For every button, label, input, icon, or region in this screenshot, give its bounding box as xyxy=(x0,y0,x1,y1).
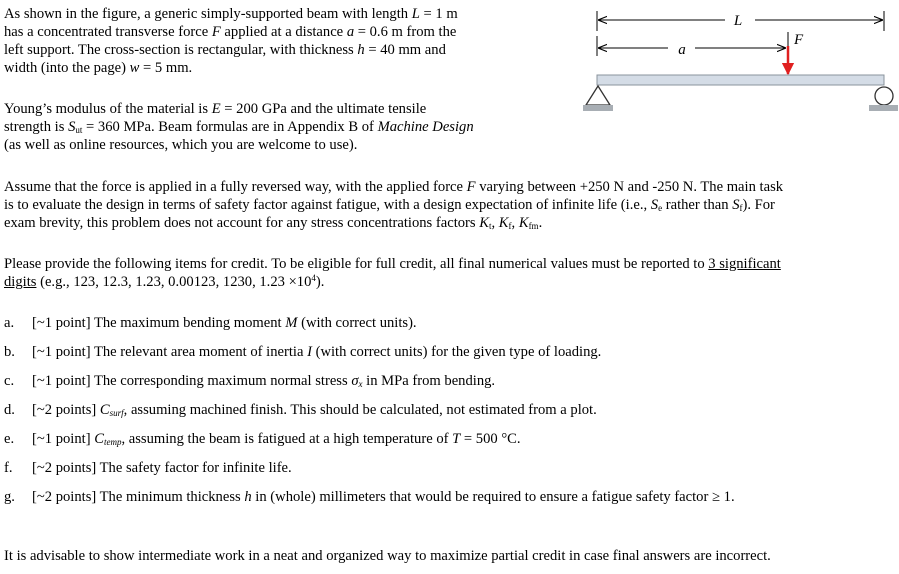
list-item-d: d. [~2 points] $C_{surf}$, assuming machined finish. This should be calculated, not estimated from a plot. xyxy=(4,402,597,418)
list-item-a: a. [~1 point] The maximum bending moment M (with correct units). xyxy=(4,315,417,331)
left-ground xyxy=(583,105,613,111)
force-label: F xyxy=(794,32,804,48)
list-item-c: c. [~1 point] The corresponding maximum normal stress $\sigma_x$ in MPa from bending. xyxy=(4,373,496,389)
footer-note: It is advisable to show intermediate work in a neat and organized way to maximize partial credit in case final answers are incorrect. xyxy=(4,548,771,564)
list-item-g: g. [~2 points] The minimum thickness h in (whole) millimeters that would be required to ensure a fatigue safety factor ≥ 1. xyxy=(4,489,735,505)
distance-label: a xyxy=(678,42,686,58)
credit-paragraph: Please provide the following items for credit. To be eligible for full credit, all final numerical values must be reported to 3 significant digits (e.g., 123, 12.3, 1.23, 0.00123, 1230, $1.23 \times 10^4$). xyxy=(4,256,781,290)
pin-support xyxy=(586,86,610,105)
intro-paragraph: As shown in the figure, a generic simply-supported beam with length L = 1 m has a concentrated transverse force F applied at a distance a = 0.6 m from the left support. The cross-section is rectangular, with thickness h = 40 mm and width (into the page) w = 5 mm. xyxy=(4,6,458,76)
list-item-e: e. [~1 point] $C_{temp}$, assuming the beam is fatigued at a high temperature of T = 500 °C. xyxy=(4,431,521,447)
list-item-b: b. [~1 point] The relevant area moment of inertia I (with correct units) for the given type of loading. xyxy=(4,344,602,360)
beam xyxy=(597,75,884,85)
right-ground xyxy=(869,105,898,111)
roller-support xyxy=(875,87,893,105)
material-paragraph: Young’s modulus of the material is E = 200 GPa and the ultimate tensile strength is $S_{ut} = 360$ MPa. Beam formulas are in Appendix B of Machine Design (as well as online resources, which you are welcome to use). xyxy=(4,101,474,153)
list-item-f: f. [~2 points] The safety factor for infinite life. xyxy=(4,460,292,476)
length-label: L xyxy=(733,13,743,29)
task-paragraph: Assume that the force is applied in a fully reversed way, with the applied force F varying between +250 N and -250 N. The main task is to evaluate the design in terms of safety factor against fatigue, with a design expectation of infinite life (i.e., $S_e$ rather than $S_f$). For exam brevity, this problem does not account for any stress concentrations factors $K_t$, $K_f$, $K_{fm}$. xyxy=(4,179,784,231)
beam-figure xyxy=(580,4,898,122)
